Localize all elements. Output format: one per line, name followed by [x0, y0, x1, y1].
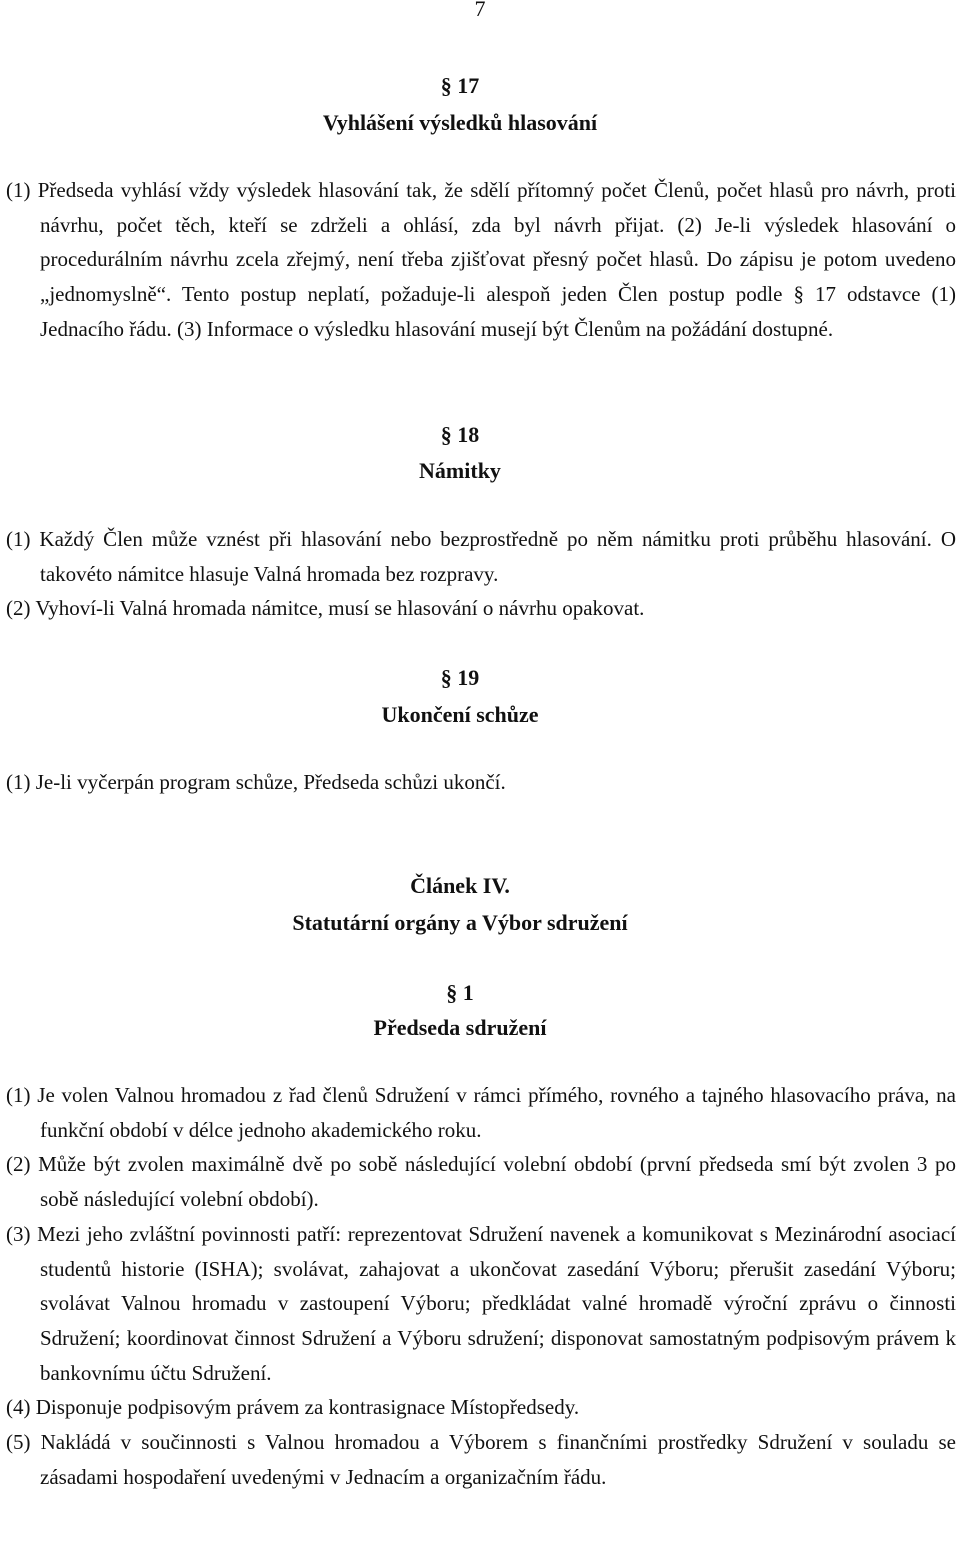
article-number: Článek IV.: [410, 873, 510, 898]
paragraph: (3) Mezi jeho zvláštní povinnosti patří: reprezentovat Sdružení navenek a komunikovat s Mezinárodní asociací studentů historie (ISHA); svolávat, zahajovat a ukončovat zasedání Výboru; přerušit zasedání Výboru; svolávat Valnou hromadu v zastoupení Výboru; předkládat valné hromadě výroční zprávu o činnosti Sdružení; koordinovat činnost Sdružení a Výboru sdružení; disponovat samostatným podpisovým právem k bankovnímu účtu Sdružení.: [6, 1221, 956, 1385]
section-17-title: Vyhlášení výsledků hlasování: [322, 110, 598, 135]
paragraph: (1) Je-li vyčerpán program schůze, Předseda schůzi ukončí.: [6, 770, 506, 794]
section-17-body: [6, 173, 956, 347]
paragraph: (2) Vyhoví-li Valná hromada námitce, musí se hlasování o návrhu opakovat.: [6, 596, 645, 621]
article-title: Statutární orgány a Výbor sdružení: [292, 910, 628, 935]
section-18-body: [6, 522, 956, 626]
paragraph: (1) Předseda vyhlásí vždy výsledek hlasování tak, že sdělí přítomný počet Členů, počet hlasů pro návrh, proti návrhu, počet těch, kteří se zdrželi a ohlásí, zda byl návrh přijat. (2) Je-li výsledek hlasování o procedurálním návrhu zcela zřejmý, není třeba zjišťovat přesný počet hlasů. Do zápisu je potom uvedeno „jednomyslně“. Tento postup neplatí, požaduje-li alespoň jeden Člen postup podle § 17 odstavce (1) Jednacího řádu. (3) Informace o výsledku hlasování musejí být Členům na požádání dostupné.: [6, 178, 956, 341]
section-17-number: § 17: [440, 73, 480, 98]
section-18-title: Námitky: [419, 458, 501, 483]
section-1-number: § 1: [446, 980, 474, 1005]
section-19-number: § 19: [440, 665, 480, 690]
section-1-body: [6, 1078, 956, 1494]
section-1-title: Předseda sdružení: [373, 1015, 547, 1040]
page-number: 7: [474, 0, 486, 21]
section-19-body: [6, 765, 956, 800]
paragraph: (5) Nakládá v součinnosti s Valnou hromadou a Výborem s finančními prostředky Sdružení v souladu se zásadami hospodaření uvedenými v Jednacím a organizačním řádu.: [6, 1430, 956, 1489]
section-19-title: Ukončení schůze: [381, 702, 539, 727]
paragraph: (1) Je volen Valnou hromadou z řad členů Sdružení v rámci přímého, rovného a tajného hlasovacího práva, na funkční období v délce jednoho akademického roku.: [6, 1083, 956, 1142]
section-18-number: § 18: [440, 422, 480, 447]
paragraph: (2) Může být zvolen maximálně dvě po sobě následující volební období (první předseda smí být zvolen 3 po sobě následující volební období).: [6, 1152, 956, 1212]
paragraph: (1) Každý Člen může vznést při hlasování nebo bezprostředně po něm námitku proti průběhu hlasování. O takovéto námitce hlasuje Valná hromada bez rozpravy.: [6, 527, 956, 586]
paragraph: (4) Disponuje podpisovým právem za kontrasignace Místopředsedy.: [6, 1395, 580, 1420]
